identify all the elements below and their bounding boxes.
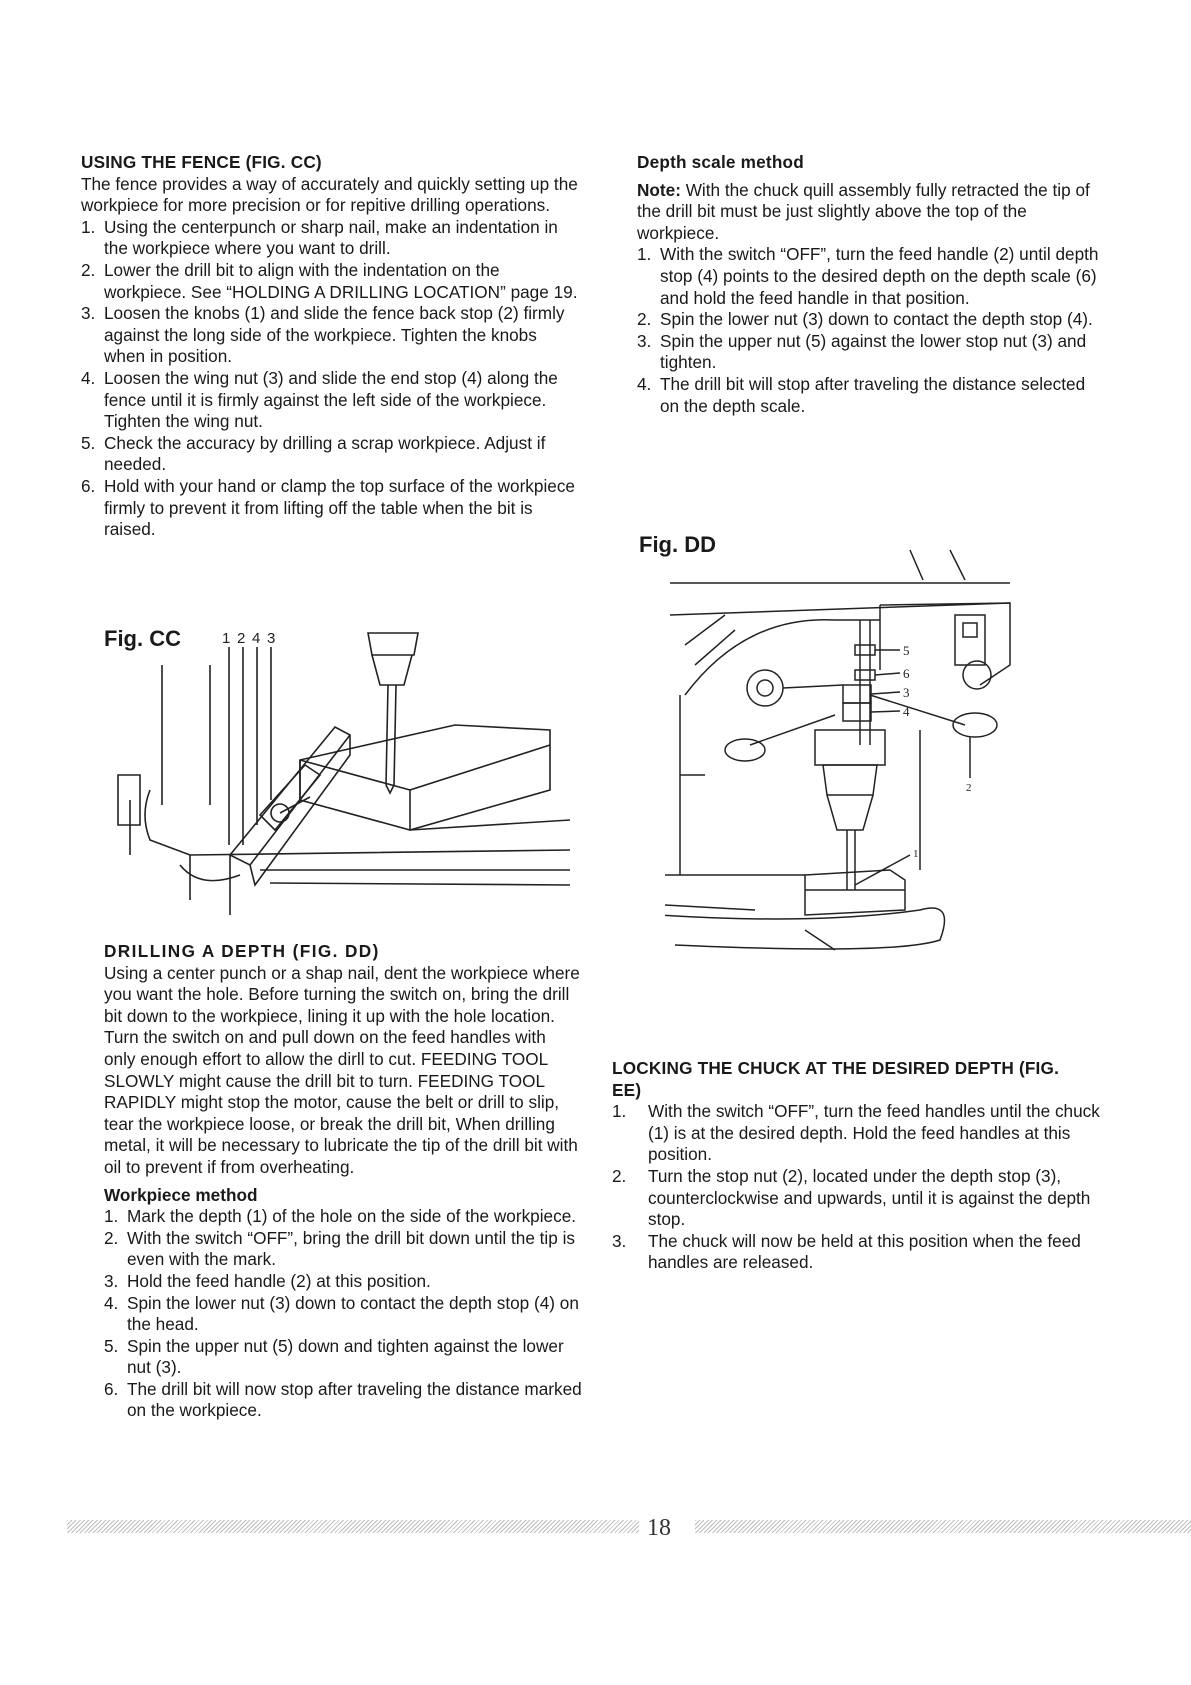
workpiece-step: 1. Mark the depth (1) of the hole on the side of the workpiece.	[104, 1206, 577, 1227]
footer-hatch-right	[695, 1520, 1191, 1533]
fence-step: 2. Lower the drill bit to align with the indentation on the workpiece. See “HOLDING A DRILLING LOCATION” page 19.	[81, 259, 578, 302]
depth-scale-step: 2. Spin the lower nut (3) down to contact the depth stop (4).	[637, 309, 1093, 330]
locking-step: 3. The chuck will now be held at this position when the feed handles are released.	[612, 1230, 1081, 1273]
locking-section	[612, 1058, 1109, 1274]
fig-cc-callout-1: 1	[222, 630, 231, 647]
depth-heading: DRILLING A DEPTH (FIG. DD)	[104, 941, 380, 961]
page-number: 18	[647, 1515, 671, 1541]
fig-dd-callout-1: 1	[913, 848, 919, 860]
workpiece-step: 4. Spin the lower nut (3) down to contact the depth stop (4) on the head.	[104, 1292, 579, 1335]
locking-step: 2. Turn the stop nut (2), located under the depth stop (3), counterclockwise and upwards, until it is against the depth stop.	[612, 1165, 1091, 1230]
fig-dd-callout-5: 5	[903, 643, 910, 658]
fence-step: 3. Loosen the knobs (1) and slide the fence back stop (2) firmly against the long side of the workpiece. Tighten the knobs when in position.	[81, 303, 565, 367]
depth-intro: Using a center punch or a shap nail, dent the workpiece where you want the hole. Before turning the switch on, bring the drill bit down to the workpiece, lining it up with the hole location. Turn the switch on and pull down on the feed handles with only enough effort to allow the dirll to cut. FEEDING TOOL SLOWLY might cause the drill bit to turn. FEEDING TOOL RAPIDLY might stop the motor, cause the belt or drill to slip, tear the workpiece loose, or break the drill bit, When drilling metal, it will be necessary to lubricate the tip of the drill bit with oil to prevent if from overheating.	[104, 962, 580, 1177]
locking-step: 1. With the switch “OFF”, turn the feed handles until the chuck (1) is at the desired depth. Hold the feed handles at this position.	[612, 1101, 1100, 1165]
footer-hatch-left	[67, 1520, 639, 1533]
note-text: With the chuck quill assembly fully retracted the tip of the drill bit must be just slightly above the top of the workpiece.	[637, 179, 1090, 243]
workpiece-step: 3. Hold the feed handle (2) at this position.	[104, 1270, 431, 1291]
depth-scale-step: 4. The drill bit will stop after traveling the distance selected on the depth scale.	[637, 373, 1086, 416]
fence-heading: USING THE FENCE (FIG. CC)	[81, 152, 322, 172]
fig-dd-drill-press-illustration	[665, 545, 1065, 1000]
workpiece-step: 2. With the switch “OFF”, bring the drill bit down until the tip is even with the mark.	[104, 1227, 575, 1270]
note-label: Note:	[637, 179, 681, 200]
workpiece-step: 6. The drill bit will now stop after traveling the distance marked on the workpiece.	[104, 1378, 582, 1421]
fence-step: 4. Loosen the wing nut (3) and slide the end stop (4) along the fence until it is firmly against the left side of the workpiece. Tighten the wing nut.	[81, 367, 558, 432]
fig-cc-fence-illustration	[110, 615, 570, 925]
fig-dd-callout-2: 2	[966, 782, 972, 794]
depth-scale-section	[637, 152, 1107, 417]
depth-scale-step: 3. Spin the upper nut (5) against the lower stop nut (3) and tighten.	[637, 330, 1087, 373]
fig-cc-callout-3: 3	[267, 630, 276, 647]
workpiece-steps-list	[104, 1206, 582, 1422]
fig-dd-label: Fig. DD	[639, 532, 716, 557]
fence-intro: The fence provides a way of accurately and quickly setting up the workpiece for more precision or for repitive drilling operations.	[81, 173, 578, 216]
fig-dd-callout-4: 4	[903, 704, 910, 719]
depth-scale-steps-list	[637, 244, 1107, 417]
workpiece-method-heading: Workpiece method	[104, 1184, 258, 1205]
workpiece-step: 5. Spin the upper nut (5) down and tighten against the lower nut (3).	[104, 1335, 564, 1378]
fence-steps-list	[81, 217, 581, 541]
locking-steps-list	[612, 1101, 1109, 1274]
locking-heading: LOCKING THE CHUCK AT THE DESIRED DEPTH (FIG. EE)	[612, 1058, 1060, 1100]
fig-cc-callout-4: 4	[252, 630, 261, 647]
fence-step: 5. Check the accuracy by drilling a scrap workpiece. Adjust if needed.	[81, 432, 546, 475]
fig-cc-label: Fig. CC	[104, 626, 181, 651]
fence-section	[81, 152, 581, 541]
page-footer	[0, 1515, 1191, 1541]
fence-step: 6. Hold with your hand or clamp the top surface of the workpiece firmly to prevent it from lifting off the table when the bit is raised.	[81, 475, 575, 540]
fig-dd-callout-6: 6	[903, 666, 910, 681]
depth-scale-heading: Depth scale method	[637, 152, 804, 172]
depth-section	[104, 941, 582, 1422]
fig-cc-callout-2: 2	[237, 630, 246, 647]
fig-dd-callout-3: 3	[903, 685, 910, 700]
depth-scale-note	[637, 180, 1107, 245]
depth-scale-step: 1. With the switch “OFF”, turn the feed handle (2) until depth stop (4) points to the desired depth on the depth scale (6) and hold the feed handle in that position.	[637, 244, 1099, 308]
fence-step: 1. Using the centerpunch or sharp nail, make an indentation in the workpiece where you want to drill.	[81, 216, 558, 259]
